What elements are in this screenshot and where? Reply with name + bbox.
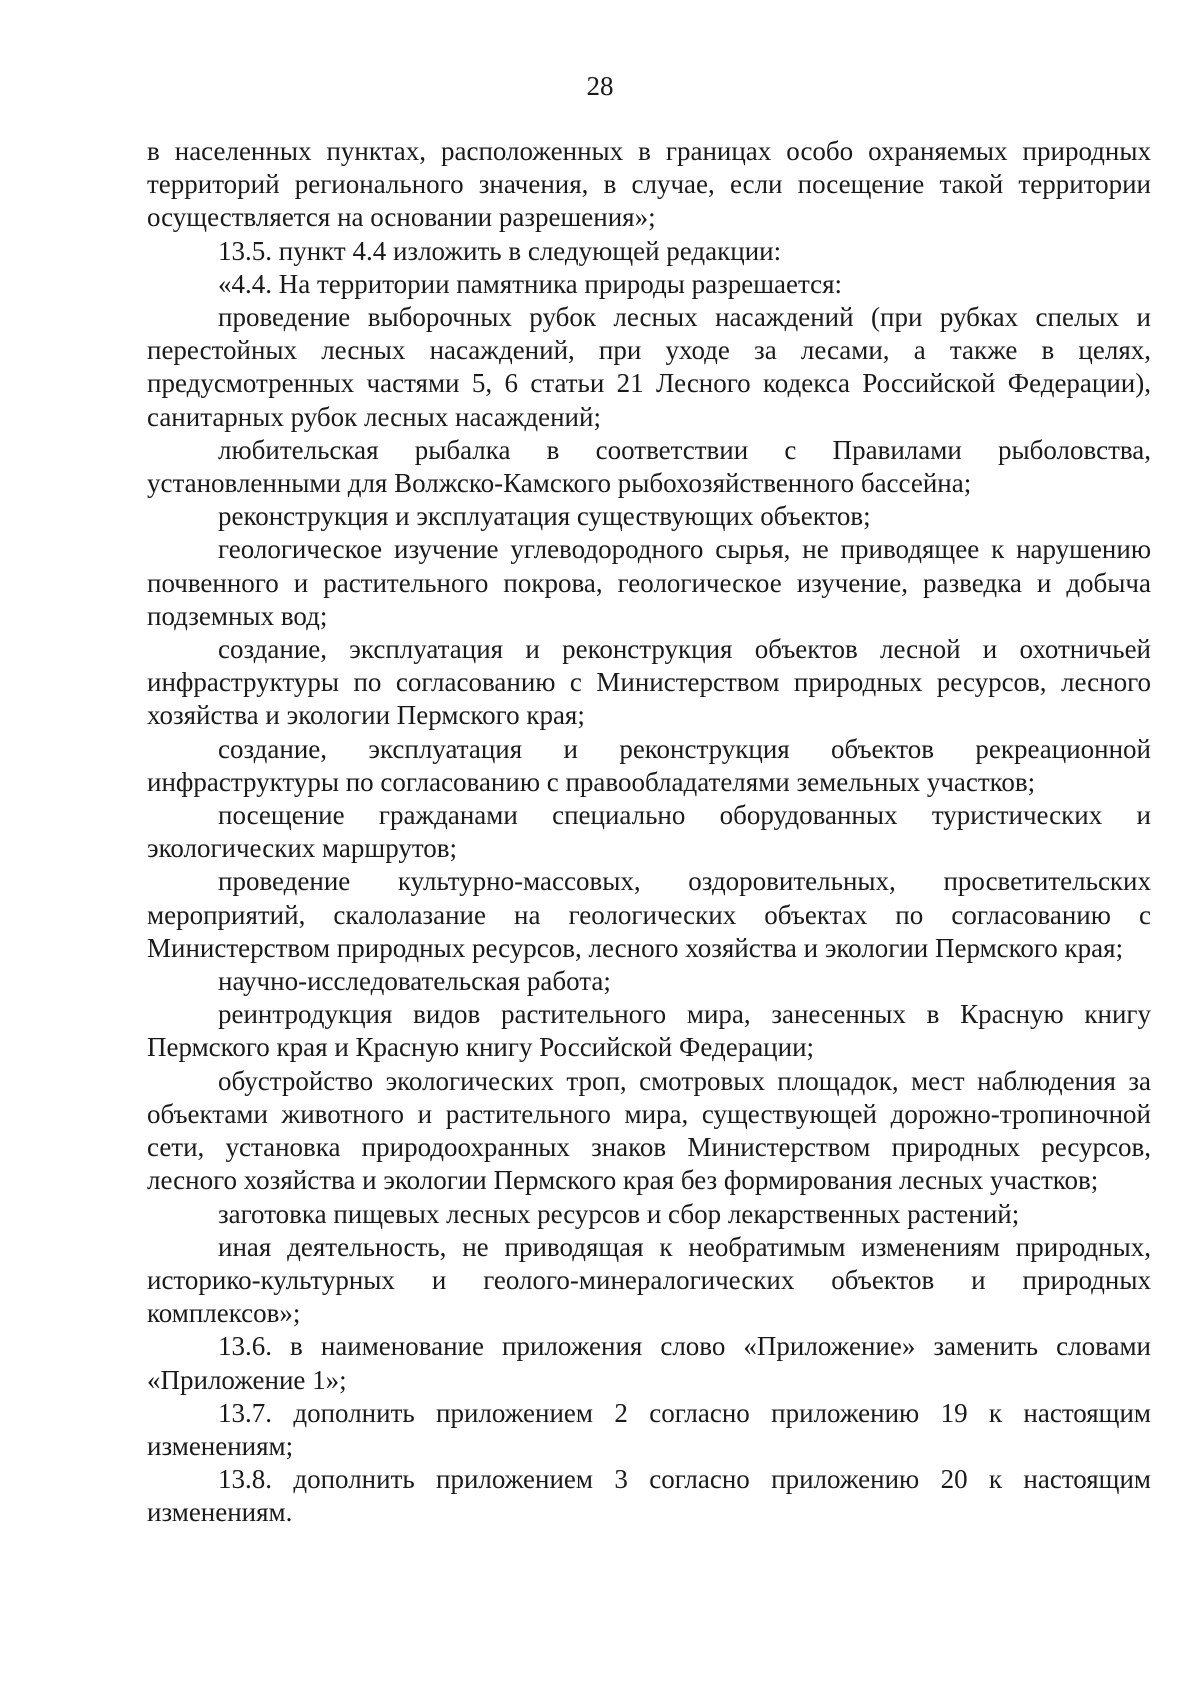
paragraph-other-activity: иная деятельность, не приводящая к необратимым изменениям природных, историко-культурных и геолого-минералогических объектов и природных комплексов»; (147, 1231, 1151, 1329)
paragraph-research: научно-исследовательская работа; (218, 966, 611, 997)
paragraph-recreation-infrastructure: создание, эксплуатация и реконструкция объектов рекреационной инфраструктуры по согласованию с правообладателями земельных участков; (147, 733, 1151, 797)
paragraph-continuation: в населенных пунктах, расположенных в границах особо охраняемых природных территорий регионального значения, в случае, если посещение такой территории осуществляется на основании разрешения»; (147, 136, 1151, 233)
paragraph-item-13-5: 13.5. пункт 4.4 изложить в следующей редакции: (218, 235, 782, 266)
paragraph-food-resources: заготовка пищевых лесных ресурсов и сбор лекарственных растений; (218, 1198, 1020, 1229)
document-body (147, 135, 1151, 1530)
paragraph-geological-study: геологическое изучение углеводородного сырья, не приводящее к нарушению почвенного и растительного покрова, геологическое изучение, разведка и добыча подземных вод; (147, 534, 1151, 631)
paragraph-ecological-trails: обустройство экологических троп, смотровых площадок, мест наблюдения за объектами животного и растительного мира, существующей дорожно-тропиночной сети, установка природоохранных знаков Министерством природных ресурсов, лесного хозяйства и экологии Пермского края без формирования лесных участков; (147, 1065, 1151, 1196)
paragraph-fishing: любительская рыбалка в соответствии с Правилами рыболовства, установленными для Волжско-Камского рыбохозяйственного бассейна; (147, 434, 1151, 499)
paragraph-tourist-routes: посещение гражданами специально оборудованных туристических и экологических маршрутов; (147, 800, 1151, 864)
paragraph-reconstruction: реконструкция и эксплуатация существующих объектов; (218, 501, 871, 532)
paragraph-reintroduction: реинтродукция видов растительного мира, занесенных в Красную книгу Пермского края и Красную книгу Российской Федерации; (147, 999, 1151, 1063)
paragraph-cultural-events: проведение культурно-массовых, оздоровительных, просветительских мероприятий, скалолазание на геологических объектах по согласованию с Министерством природных ресурсов, лесного хозяйства и экологии Пермского края; (147, 866, 1151, 963)
paragraph-selective-felling: проведение выборочных рубок лесных насаждений (при рубках спелых и перестойных лесных насаждений, при уходе за лесами, а также в целях, предусмотренных частями 5, 6 статьи 21 Лесного кодекса Российской Федерации), санитарных рубок лесных насаждений; (147, 302, 1151, 432)
paragraph-item-13-7: 13.7. дополнить приложением 2 согласно приложению 19 к настоящим изменениям; (147, 1397, 1151, 1461)
paragraph-item-13-6: 13.6. в наименование приложения слово «Приложение» заменить словами «Приложение 1»; (147, 1331, 1151, 1395)
paragraph-item-13-8: 13.8. дополнить приложением 3 согласно приложению 20 к настоящим изменениям. (147, 1464, 1151, 1528)
paragraph-item-4-4: «4.4. На территории памятника природы разрешается: (218, 268, 843, 299)
paragraph-forest-infrastructure: создание, эксплуатация и реконструкция объектов лесной и охотничьей инфраструктуры по согласованию с Министерством природных ресурсов, лесного хозяйства и экологии Пермского края; (147, 634, 1151, 731)
page-number: 28 (586, 71, 614, 101)
